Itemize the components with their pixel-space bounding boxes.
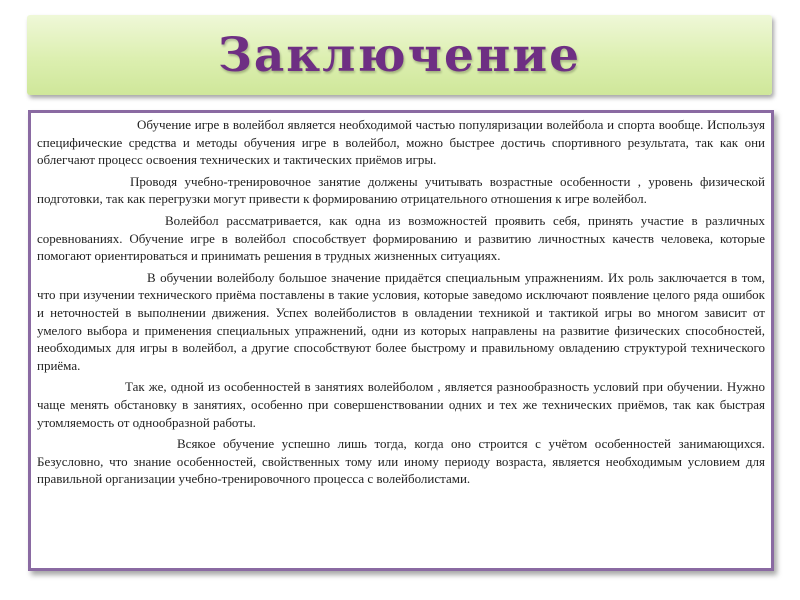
paragraph-5: Так же, одной из особенностей в занятиях волейболом , является разнообразность условий при обучении. Нужно чаще менять обстановку в занятиях, особенно при совершенствовании одних и тех же технических приёмов, так как быстрая утомляемость от однообразной работы. — [37, 379, 765, 430]
paragraph-4: В обучении волейболу большое значение придаётся специальным упражнениям. Их роль заключается в том, что при изучении технического приёма поставлены в такие условия, которые заведомо исключают появление целого ряда ошибок и неточностей в выполнении движения. Успех волейболистов в овладении техникой и тактикой игры во многом зависит от умелого выбора и применения специальных упражнений, одни из которых направлены на развитие физических способностей, необходимых для игры в волейбол, а другие способствуют более быстрому и правильному овладению структурой технического приёма. — [37, 269, 765, 373]
slide-title: Заключение — [217, 27, 582, 83]
paragraph-6: Всякое обучение успешно лишь тогда, когда оно строится с учётом особенностей занимающихся. Безусловно, что знание особенностей, свойственных тому или иному периоду возраста, является необходимым условием для правильной организации учебно-тренировочного процесса с волейболистами. — [37, 436, 765, 487]
paragraph-1: Обучение игре в волейбол является необходимой частью популяризации волейбола и спорта вообще. Используя специфические средства и методы обучения игре в волейбол, можно быстрее достичь спортивного результата, так как они облегчают процесс освоения технических и тактических приёмов игры. — [37, 117, 765, 168]
content-box — [28, 110, 774, 571]
title-banner — [27, 15, 772, 95]
paragraph-3: Волейбол рассматривается, как одна из возможностей проявить себя, принять участие в различных соревнованиях. Обучение игре в волейбол способствует формированию и развитию личностных качеств человека, которые помогают ориентироваться и принимать решения в трудных жизненных ситуациях. — [37, 212, 765, 264]
paragraph-2: Проводя учебно-тренировочное занятие должены учитывать возрастные особенности , уровень физической подготовки, так как перегрузки могут привести к формированию отрицательного отношения к игре волейбол. — [37, 173, 765, 207]
